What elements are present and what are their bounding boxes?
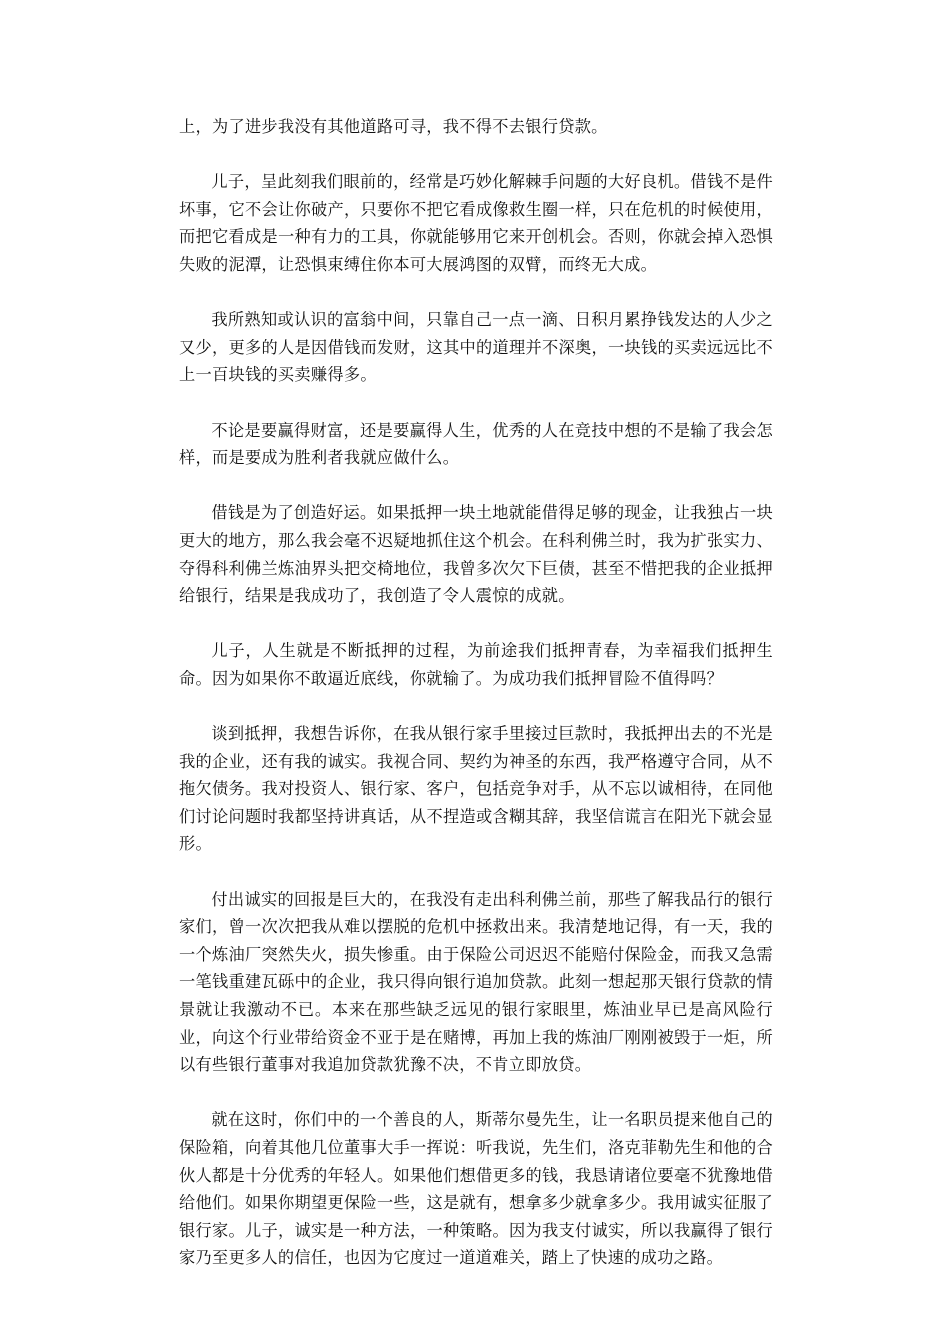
paragraph-2: 儿子，呈此刻我们眼前的，经常是巧妙化解棘手问题的大好良机。借钱不是件坏事，它不会让你破产，只要你不把它看成像救生圈一样，只在危机的时候使用，而把它看成是一种有力的工具，你就能够用它来开创机会。否则，你就会掉入恐惧失败的泥潭，让恐惧束缚住你本可大展鸿图的双臂，而终无大成。 [179,172,773,274]
paragraph-4: 不论是要赢得财富，还是要赢得人生，优秀的人在竞技中想的不是输了我会怎样，而是要成为胜利者我就应做什么。 [179,420,773,468]
paragraph-5: 借钱是为了创造好运。如果抵押一块土地就能借得足够的现金，让我独占一块更大的地方，那么我会毫不迟疑地抓住这个机会。在科利佛兰时，我为扩张实力、夺得科利佛兰炼油界头把交椅地位，我曾多次欠下巨债，甚至不惜把我的企业抵押给银行，结果是我成功了，我创造了令人震惊的成就。 [179,503,773,606]
paragraph-3: 我所熟知或认识的富翁中间，只靠自己一点一滴、日积月累挣钱发达的人少之又少，更多的人是因借钱而发财，这其中的道理并不深奥，一块钱的买卖远远比不上一百块钱的买卖赚得多。 [179,310,773,385]
paragraph-1: 上，为了进步我没有其他道路可寻，我不得不去银行贷款。 [179,117,608,136]
paragraph-9: 就在这时，你们中的一个善良的人，斯蒂尔曼先生，让一名职员提来他自己的保险箱，向着其他几位董事大手一挥说：听我说，先生们，洛克菲勒先生和他的合伙人都是十分优秀的年轻人。如果他们想借更多的钱，我恳请诸位要毫不犹豫地借给他们。如果你期望更保险一些，这是就有，想拿多少就拿多少。我用诚实征服了银行家。儿子，诚实是一种方法，一种策略。因为我支付诚实，所以我赢得了银行家乃至更多人的信任，也因为它度过一道道难关，踏上了快速的成功之路。 [179,1110,773,1268]
paragraph-6: 儿子，人生就是不断抵押的过程，为前途我们抵押青春，为幸福我们抵押生命。因为如果你不敢逼近底线，你就输了。为成功我们抵押冒险不值得吗？ [179,641,773,688]
paragraph-8: 付出诚实的回报是巨大的，在我没有走出科利佛兰前，那些了解我品行的银行家们，曾一次次把我从难以摆脱的危机中拯救出来。我清楚地记得，有一天，我的一个炼油厂突然失火，损失惨重。由于保险公司迟迟不能赔付保险金，而我又急需一笔钱重建瓦砾中的企业，我只得向银行追加贷款。此刻一想起那天银行贷款的情景就让我激动不已。本来在那些缺乏远见的银行家眼里，炼油业早已是高风险行业，向这个行业带给资金不亚于是在赌博，再加上我的炼油厂刚刚被毁于一炬，所以有些银行董事对我追加贷款犹豫不决，不肯立即放贷。 [179,889,773,1075]
paragraph-7: 谈到抵押，我想告诉你，在我从银行家手里接过巨款时，我抵押出去的不光是我的企业，还有我的诚实。我视合同、契约为神圣的东西，我严格遵守合同，从不拖欠债务。我对投资人、银行家、客户，包括竞争对手，从不忘以诚相待，在同他们讨论问题时我都坚持讲真话，从不捏造或含糊其辞，我坚信谎言在阳光下就会显形。 [179,724,773,854]
document-page [179,113,773,1300]
